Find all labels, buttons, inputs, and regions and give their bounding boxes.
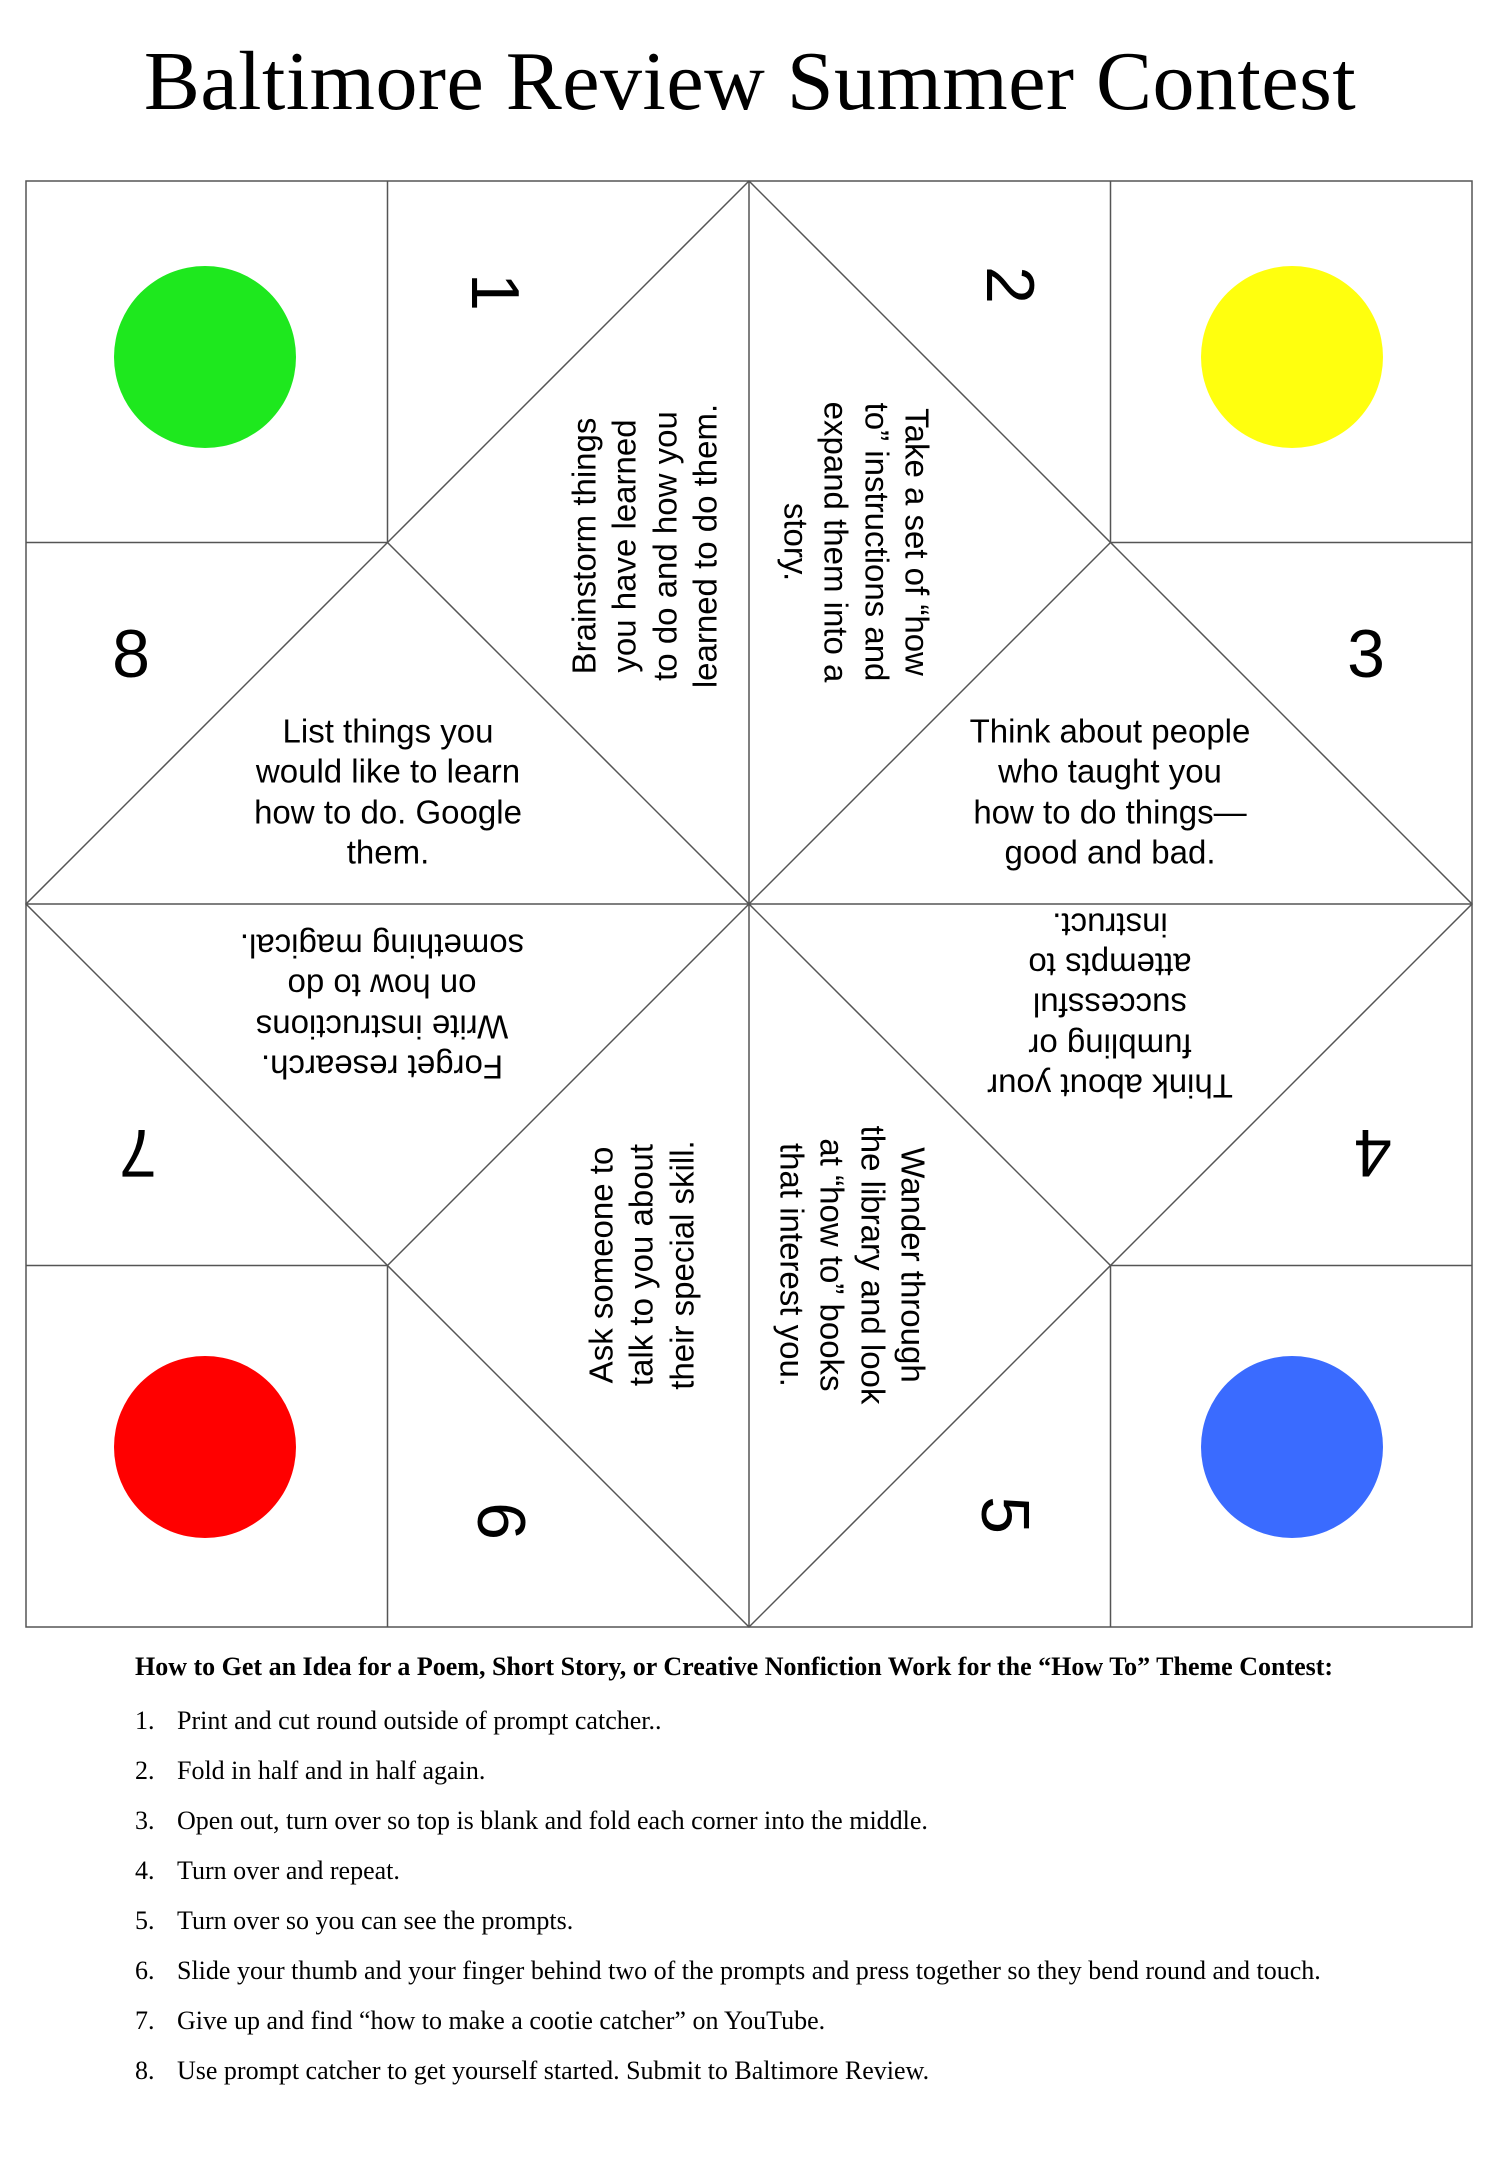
prompt-8 <box>254 712 522 873</box>
instruction-item <box>135 1746 1475 1796</box>
instruction-item <box>135 1896 1475 1946</box>
prompt-line: that interest you. <box>773 1143 811 1387</box>
prompt-line: instruct. <box>1052 906 1168 944</box>
number-5: 5 <box>967 1496 1043 1534</box>
instruction-number: 6. <box>135 1956 155 1985</box>
instruction-number: 3. <box>135 1806 155 1835</box>
instruction-text: Print and cut round outside of prompt catcher.. <box>177 1706 662 1735</box>
number-6: 6 <box>463 1502 539 1540</box>
prompt-line: Write instructions <box>255 1008 509 1046</box>
instruction-number: 1. <box>135 1706 155 1735</box>
prompt-4 <box>987 904 1233 1105</box>
number-4: 4 <box>1354 1115 1392 1191</box>
prompt-line: how to do things— <box>973 793 1247 830</box>
red-dot <box>114 1356 296 1538</box>
instructions-heading: How to Get an Idea for a Poem, Short Story, or Creative Nonfiction Work for the “How To” Theme Contest: <box>135 1652 1334 1681</box>
prompt-3 <box>970 712 1251 873</box>
prompt-line: Think about people <box>969 712 1251 750</box>
instruction-number: 5. <box>135 1906 155 1935</box>
prompt-line: story. <box>777 502 815 582</box>
instructions-list <box>135 1696 1475 2096</box>
instruction-number: 7. <box>135 2006 155 2035</box>
prompt-5 <box>772 1126 933 1405</box>
prompt-line: fumbling or <box>1028 1027 1192 1065</box>
number-2: 2 <box>972 266 1048 304</box>
prompt-2 <box>776 402 937 683</box>
instruction-item <box>135 1696 1475 1746</box>
prompt-line: Wander through <box>894 1147 932 1383</box>
instruction-text: Turn over and repeat. <box>177 1856 400 1885</box>
instruction-item <box>135 1846 1475 1896</box>
instruction-text: Fold in half and in half again. <box>177 1756 486 1785</box>
number-1: 1 <box>457 273 533 311</box>
blue-dot <box>1201 1356 1383 1538</box>
number-7: 7 <box>119 1115 157 1191</box>
prompt-line: their special skill. <box>663 1140 701 1390</box>
instruction-text: Turn over so you can see the prompts. <box>177 1906 574 1935</box>
prompt-line: expand them into a <box>818 401 855 683</box>
prompt-line: List things you <box>282 712 494 750</box>
page-title: Baltimore Review Summer Contest <box>143 35 1357 128</box>
instructions-section <box>135 1652 1475 2096</box>
prompt-line: something magical. <box>239 927 525 965</box>
instruction-number: 8. <box>135 2056 155 2085</box>
prompt-line: would like to learn <box>255 752 521 790</box>
prompt-line: Forget research. <box>260 1048 504 1086</box>
instruction-text: Slide your thumb and your finger behind two of the prompts and press together so they bend round and touch. <box>177 1956 1321 1985</box>
prompt-line: how to do. Google <box>254 793 522 830</box>
prompt-line: attempts to <box>1028 946 1192 984</box>
instruction-item <box>135 2046 1475 2096</box>
instruction-text: Open out, turn over so top is blank and fold each corner into the middle. <box>177 1806 928 1835</box>
prompt-7 <box>240 926 524 1087</box>
prompt-6 <box>582 1140 703 1389</box>
prompt-line: learned to do them. <box>686 403 724 689</box>
prompt-line: who taught you <box>998 752 1222 790</box>
instruction-number: 4. <box>135 1856 155 1885</box>
prompt-1 <box>565 404 726 688</box>
prompt-line: the library and look <box>854 1125 892 1405</box>
instruction-text: Give up and find “how to make a cootie catcher” on YouTube. <box>177 2006 826 2035</box>
prompt-line: at “how to” books <box>814 1138 851 1392</box>
prompt-line: Think about your <box>987 1067 1233 1105</box>
prompt-line: good and bad. <box>1004 833 1216 871</box>
prompt-line: Brainstorm things <box>565 417 603 675</box>
prompt-line: to do and how you <box>646 411 683 681</box>
prompt-line: successful <box>1032 987 1188 1025</box>
prompt-line: on how to do <box>287 968 477 1005</box>
instruction-number: 2. <box>135 1756 155 1785</box>
prompt-line: you have learned <box>605 419 643 673</box>
prompt-line: them. <box>346 833 430 871</box>
yellow-dot <box>1201 266 1383 448</box>
green-dot <box>114 266 296 448</box>
instruction-item <box>135 1996 1475 2046</box>
instruction-text: Use prompt catcher to get yourself started. Submit to Baltimore Review. <box>177 2056 930 2085</box>
instruction-item <box>135 1796 1475 1846</box>
prompt-line: Take a set of “how <box>898 408 936 676</box>
prompt-line: talk to you about <box>622 1143 660 1387</box>
instruction-item <box>135 1946 1475 1996</box>
prompt-line: to” instructions and <box>858 402 896 682</box>
prompt-line: Ask someone to <box>582 1146 620 1384</box>
number-3: 3 <box>1347 616 1385 692</box>
number-8: 8 <box>112 616 150 692</box>
